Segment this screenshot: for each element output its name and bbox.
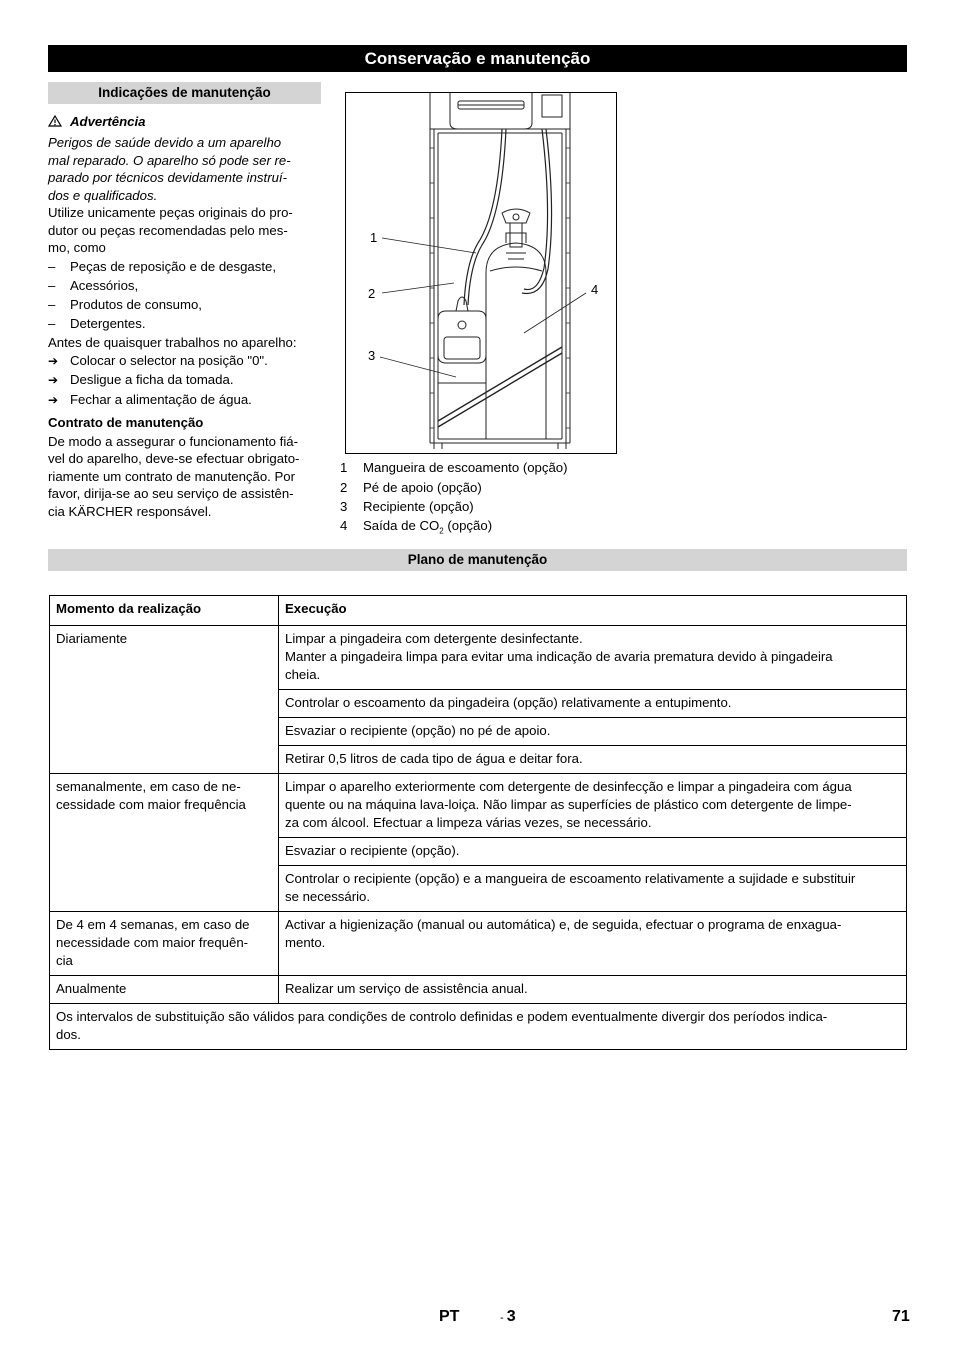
task-cell: Limpar a pingadeira com detergente desinfectante. Manter a pingadeira limpa para evitar uma indicação de avaria prematura devido à pingadeira cheia. <box>279 626 907 690</box>
callout-number: 4 <box>591 282 599 297</box>
column-header: Execução <box>279 596 907 626</box>
when-cell: Anualmente <box>50 976 279 1004</box>
table-row <box>50 976 907 1004</box>
callout-number: 1 <box>370 230 378 245</box>
list-item: – Peças de reposição e de desgaste, <box>48 258 277 274</box>
when-cell: semanalmente, em caso de ne- cessidade com maior frequência <box>50 774 279 912</box>
intro-line: mo, como <box>48 240 106 255</box>
warning-block <box>48 113 146 131</box>
table-header-row <box>50 596 907 626</box>
legend-item: 1 Mangueira de escoamento (opção) <box>340 460 568 475</box>
contract-line: vel do aparelho, deve-se efectuar obrigato- <box>48 451 300 466</box>
dispenser-drawing <box>346 93 616 453</box>
before-work-line: Antes de quaisquer trabalhos no aparelho: <box>48 335 297 350</box>
table-row <box>50 912 907 976</box>
contract-heading: Contrato de manutenção <box>48 415 204 430</box>
warning-title: Advertência <box>70 114 146 129</box>
contract-line: cia KÄRCHER responsável. <box>48 503 212 519</box>
footer-language: PT <box>439 1308 460 1325</box>
legend-item: 4 Saída de $CO_2$ (opção) <box>340 518 493 536</box>
when-cell: Diariamente <box>50 626 279 774</box>
legend-item: 3 Recipiente (opção) <box>340 498 474 514</box>
list-item: – Produtos de consumo, <box>48 296 202 312</box>
step-item: ➔ Colocar o selector na posição "0". <box>48 352 268 371</box>
contract-line: De modo a assegurar o funcionamento fiá- <box>48 433 298 449</box>
footnote-cell: Os intervalos de substituição são válidos para condições de controlo definidas e podem eventualmente divergir dos períodos indica- dos. <box>50 1004 907 1050</box>
task-cell: Realizar um serviço de assistência anual. <box>279 976 907 1004</box>
device-illustration <box>345 92 617 454</box>
callout-number: 3 <box>368 348 376 363</box>
task-cell: Retirar 0,5 litros de cada tipo de água e deitar fora. <box>279 746 907 774</box>
footer-section-page: - 3 <box>500 1308 516 1325</box>
column-header: Momento da realização <box>50 596 279 626</box>
intro-line: Utilize unicamente peças originais do pro- <box>48 205 293 220</box>
arrow-right-icon: ➔ <box>48 392 59 407</box>
maintenance-table <box>49 595 907 1050</box>
warning-line: parado por técnicos devidamente instruí- <box>48 170 287 185</box>
warning-line: Perigos de saúde devido a um aparelho <box>48 135 282 150</box>
page-number: 71 <box>892 1308 910 1325</box>
task-cell: Controlar o recipiente (opção) e a mangueira de escoamento relativamente a sujidade e substituir se necessário. <box>279 866 907 912</box>
warning-triangle-icon <box>48 113 70 131</box>
table-row <box>50 626 907 690</box>
table-row <box>50 774 907 838</box>
intro-line: dutor ou peças recomendadas pelo mes- <box>48 222 288 238</box>
contract-line: favor, dirija-se ao seu serviço de assistên- <box>48 486 294 501</box>
callout-number: 2 <box>368 286 376 301</box>
page-title: Conservação e manutenção <box>48 45 907 72</box>
warning-line: dos e qualificados. <box>48 187 158 203</box>
step-item: ➔ Desligue a ficha da tomada. <box>48 371 233 390</box>
section-heading-maintenance-plan: Plano de manutenção <box>48 549 907 571</box>
task-cell: Esvaziar o recipiente (opção) no pé de apoio. <box>279 718 907 746</box>
task-cell: Limpar o aparelho exteriormente com detergente de desinfecção e limpar a pingadeira com água quente ou na máquina lava-loiça. Não limpar as superfícies de plástico com detergente de limpe- za com álcool. Efectuar a limpeza várias vezes, se necessário. <box>279 774 907 838</box>
list-item: – Acessórios, <box>48 277 139 293</box>
footnote-row <box>50 1004 907 1050</box>
arrow-right-icon: ➔ <box>48 373 59 387</box>
warning-line: mal reparado. O aparelho só pode ser re- <box>48 152 291 168</box>
list-item: – Detergentes. <box>48 316 146 331</box>
task-cell: Esvaziar o recipiente (opção). <box>279 838 907 866</box>
section-heading-maintenance-notes: Indicações de manutenção <box>48 82 321 104</box>
step-item: ➔ Fechar a alimentação de água. <box>48 391 252 410</box>
contract-line: riamente um contrato de manutenção. Por <box>48 468 296 484</box>
when-cell: De 4 em 4 semanas, em caso de necessidade com maior frequên- cia <box>50 912 279 976</box>
task-cell: Controlar o escoamento da pingadeira (opção) relativamente a entupimento. <box>279 690 907 718</box>
legend-item: 2 Pé de apoio (opção) <box>340 479 482 495</box>
arrow-right-icon: ➔ <box>48 353 59 368</box>
task-cell: Activar a higienização (manual ou automática) e, de seguida, efectuar o programa de enxagua- mento. <box>279 912 907 976</box>
